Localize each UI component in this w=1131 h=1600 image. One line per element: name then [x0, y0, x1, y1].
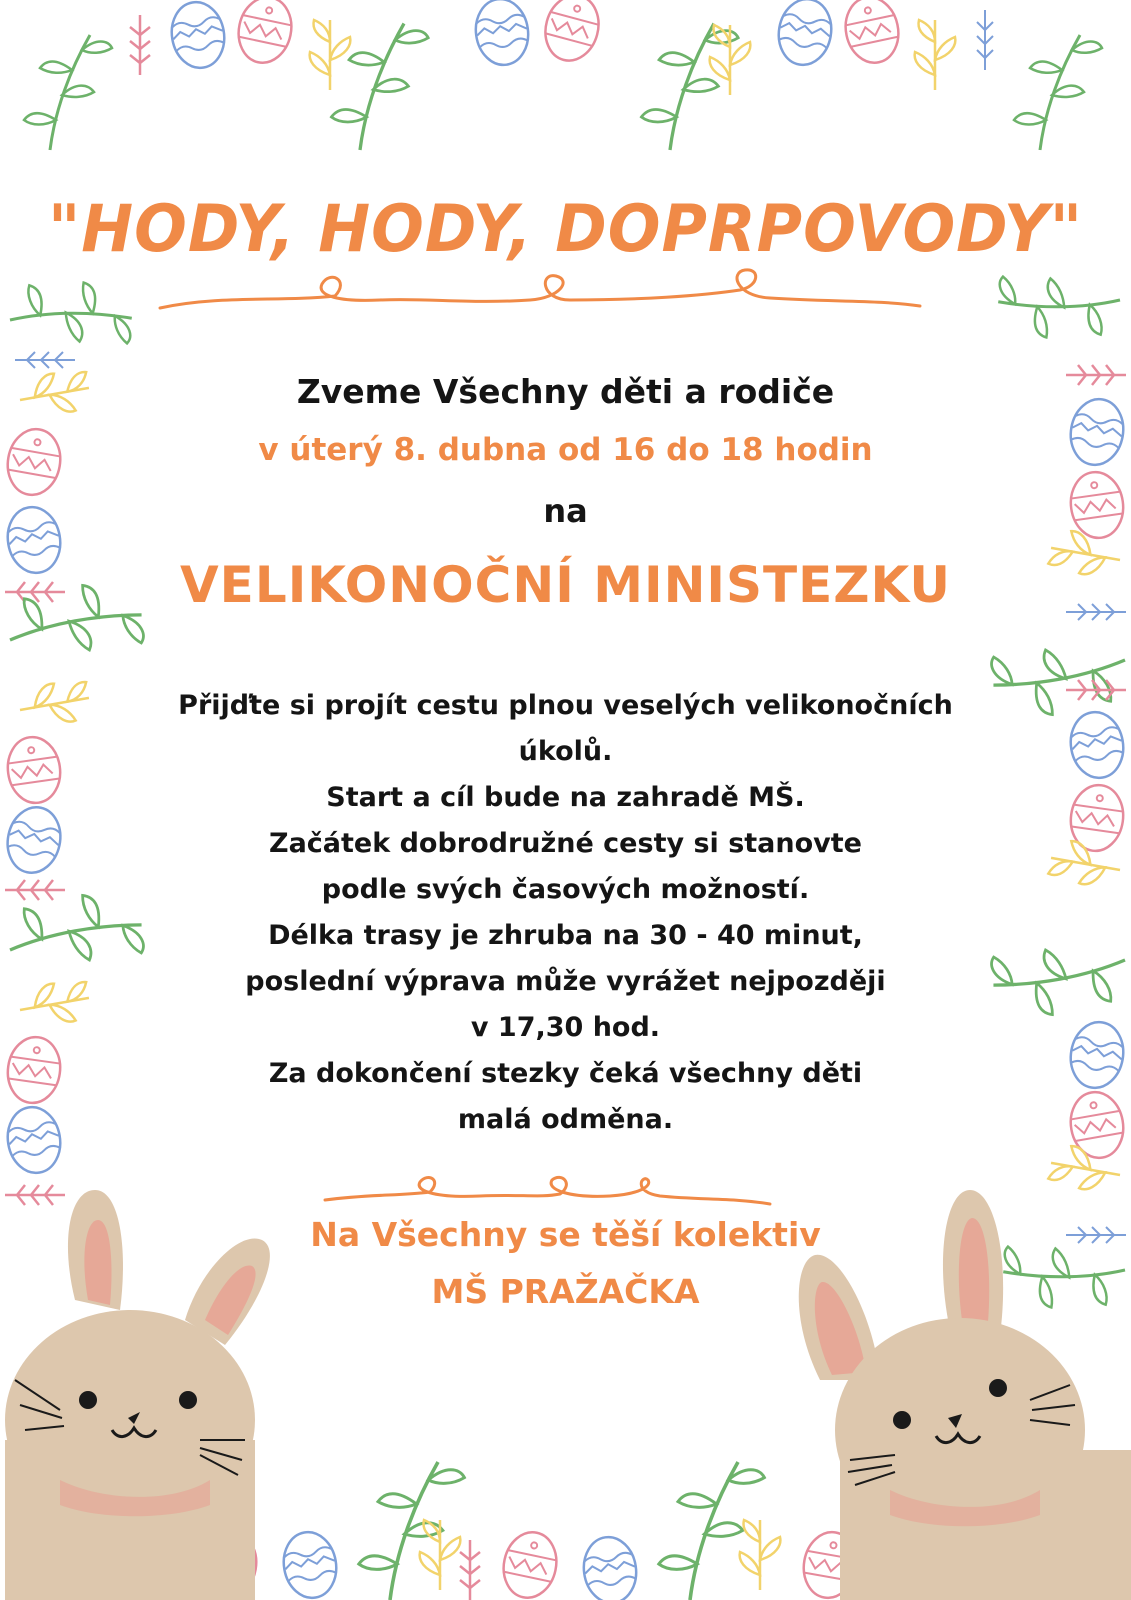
greeting-line: Na Všechny se těší kolektiv — [310, 1215, 821, 1254]
body-line: podle svých časových možností. — [321, 874, 810, 905]
body-line: Za dokončení stezky čeká všechny děti — [268, 1058, 863, 1089]
connector-word: na — [543, 492, 588, 530]
body-line: Přijďte si projít cestu plnou veselých velikonočních — [178, 690, 953, 721]
invitation-line: Zveme Všechny děti a rodiče — [296, 372, 835, 411]
body-line: úkolů. — [518, 736, 613, 767]
body-line: Délka trasy je zhruba na 30 - 40 minut, — [268, 920, 863, 951]
body-line: v 17,30 hod. — [470, 1012, 661, 1043]
school-name: MŠ PRAŽAČKA — [431, 1272, 700, 1311]
event-date: v úterý 8. dubna od 16 do 18 hodin — [258, 432, 873, 468]
body-line: Začátek dobrodružné cesty si stanovte — [269, 828, 862, 859]
body-line: malá odměna. — [457, 1104, 674, 1135]
body-line: poslední výprava může vyrážet nejpozději — [245, 966, 886, 997]
body-line: Start a cíl bude na zahradě MŠ. — [326, 782, 805, 813]
event-name: VELIKONOČNÍ MINISTEZKU — [179, 556, 952, 614]
poster-title: "HODY, HODY, DOPRPOVODY" — [47, 190, 1084, 267]
